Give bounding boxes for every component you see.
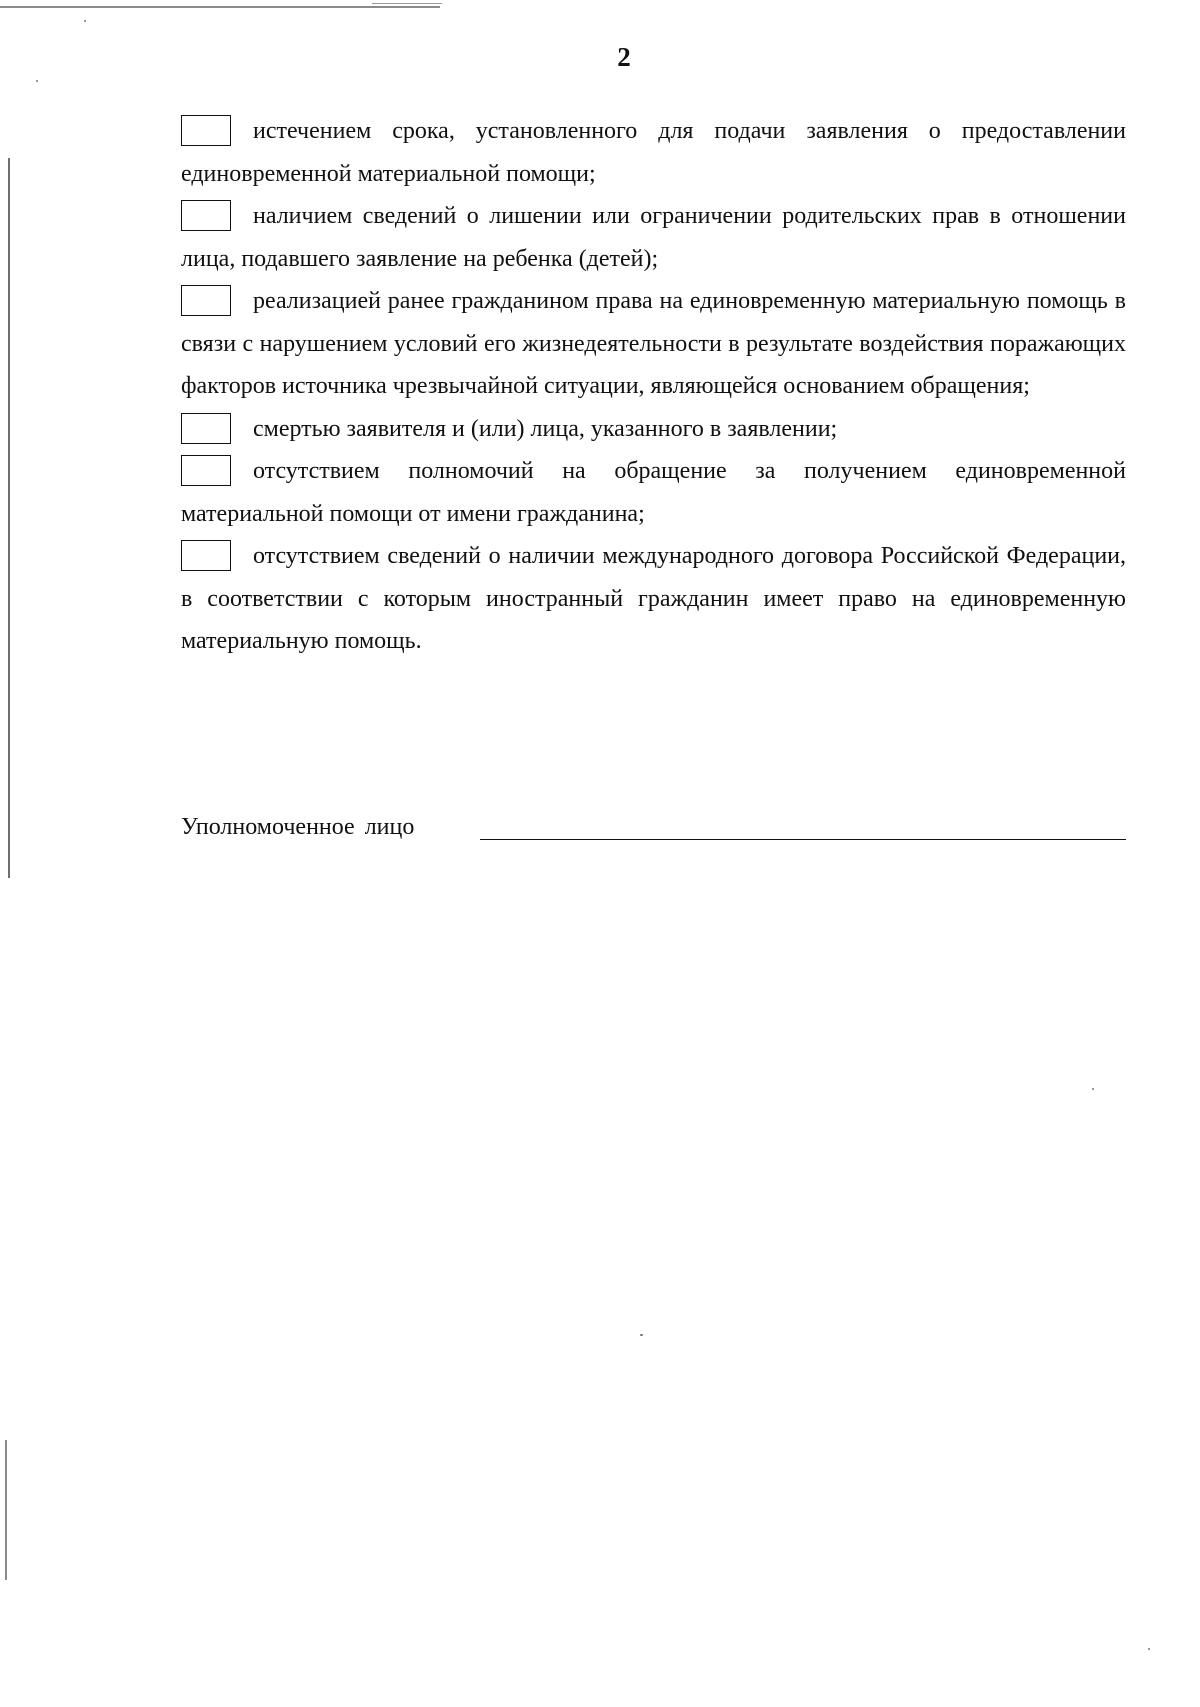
checkbox-parental-rights[interactable]	[181, 200, 231, 231]
list-item-text: отсутствием полномочий на обращение за получением единовременной материальной помощи от имени гражданина;	[181, 458, 1126, 527]
scan-speck	[1148, 1648, 1150, 1650]
scan-speck	[84, 20, 86, 22]
list-item	[181, 535, 1126, 663]
checkbox-right-already-used[interactable]	[181, 285, 231, 316]
list-item-text: реализацией ранее гражданином права на единовременную материальную помощь в связи с нарушением условий его жизнедеятельности в результате воздействия поражающих факторов источника чрезвычайной ситуации, являющейся основанием обращения;	[181, 288, 1126, 399]
scan-speck	[36, 80, 38, 82]
scan-artifact-line	[0, 6, 440, 8]
signature-line[interactable]	[480, 839, 1126, 840]
scan-artifact-edge	[5, 1440, 7, 1580]
list-item-text: отсутствием сведений о наличии международного договора Российской Федерации, в соответствии с которым иностранный гражданин имеет право на единовременную материальную помощь.	[181, 543, 1126, 654]
scan-artifact-line	[372, 3, 442, 4]
checkbox-deadline-expired[interactable]	[181, 115, 231, 146]
signature-block	[181, 806, 1126, 848]
list-item	[181, 450, 1126, 535]
signature-label: Уполномоченное лицо	[181, 814, 415, 840]
checkbox-no-authority[interactable]	[181, 455, 231, 486]
list-item	[181, 195, 1126, 280]
list-item-text: смертью заявителя и (или) лица, указанного в заявлении;	[253, 415, 838, 442]
grounds-list	[181, 110, 1126, 663]
list-item	[181, 110, 1126, 195]
list-item	[181, 408, 1126, 451]
list-item-text: истечением срока, установленного для подачи заявления о предоставлении единовременной материальной помощи;	[181, 118, 1126, 187]
scan-artifact-edge	[8, 158, 10, 878]
list-item-text: наличием сведений о лишении или ограничении родительских прав в отношении лица, подавшего заявление на ребенка (детей);	[181, 203, 1126, 272]
scan-speck	[1092, 1088, 1094, 1090]
list-item	[181, 280, 1126, 408]
checkbox-no-treaty[interactable]	[181, 540, 231, 571]
page-number: 2	[617, 42, 631, 72]
scan-speck	[640, 1334, 643, 1336]
checkbox-death[interactable]	[181, 413, 231, 444]
